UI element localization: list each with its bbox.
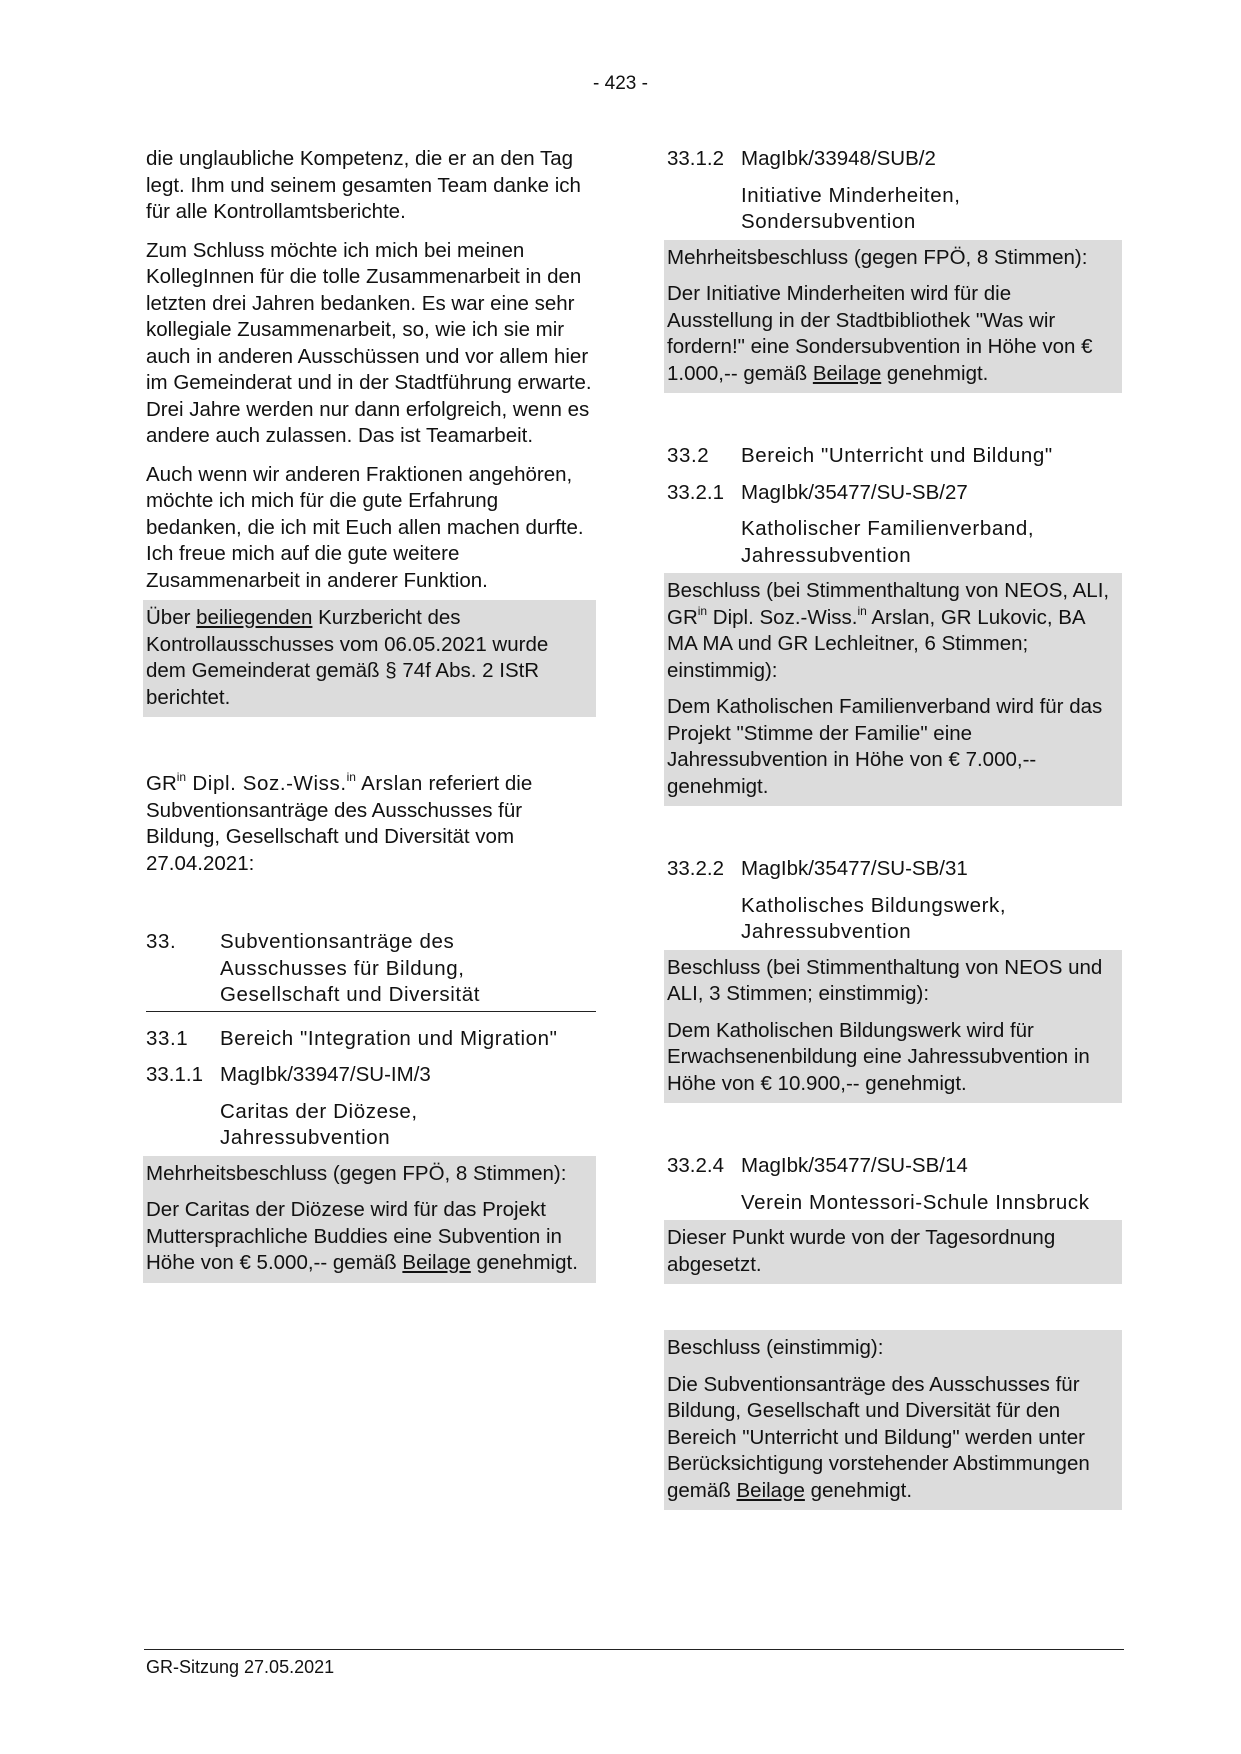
resolution-vote: Beschluss (einstimmig): bbox=[667, 1336, 884, 1359]
section-heading-33-1: 33.1 Bereich "Integration und Migration" bbox=[146, 1026, 558, 1050]
attachment-link[interactable]: Beilage bbox=[402, 1251, 471, 1274]
attachment-link[interactable]: Beilage bbox=[736, 1478, 805, 1502]
item-heading-33-1-2: 33.1.2 MagIbk/33948/SUB/2 bbox=[667, 147, 936, 170]
footer-divider bbox=[144, 1649, 1124, 1650]
item-title: Caritas der Diözese, Jahressubvention bbox=[220, 1099, 418, 1149]
resolution-text: Der Initiative Minderheiten wird für die Ausstellung in der Stadtbibliothek "Was wir fordern!" eine Sondersubvention in Höhe von € 1.000,-- gemäß Beilage genehmigt. bbox=[667, 282, 1093, 385]
resolution-box bbox=[664, 950, 1122, 1104]
resolution-box bbox=[664, 240, 1122, 394]
resolution-box bbox=[664, 1330, 1122, 1510]
paragraph: die unglaubliche Kompetenz, die er an den Tag legt. Ihm und seinem gesamten Team danke ich für alle Kontrollamtsberichte. bbox=[146, 147, 581, 223]
resolution-box bbox=[664, 573, 1122, 806]
right-column bbox=[667, 146, 1122, 1510]
paragraph: Zum Schluss möchte ich mich bei meinen KollegInnen für die tolle Zusammenarbeit in den letzten drei Jahren bedanken. Es war eine sehr kollegiale Zusammenarbeit, so, wie ich sie mir auch in anderen Ausschüssen und vor allem hier im Gemeinderat und in der Stadtführung erwarte. Drei Jahre werden nur dann erfolgreich, wenn es andere auch zulassen. Das ist Teamarbeit. bbox=[146, 238, 592, 447]
resolution-text: Der Caritas der Diözese wird für das Projekt Muttersprachliche Buddies eine Subvention in Höhe von € 5.000,-- gemäß Beilage genehmigt. bbox=[146, 1198, 578, 1274]
referent-paragraph: $GR^{in}$ Dipl. Soz.-Wiss.$^{in}$ Arslan referiert die Subventionsanträge des Ausschusses für Bildung, Gesellschaft und Diversität vom 27.04.2021: bbox=[146, 770, 533, 875]
left-column bbox=[146, 146, 596, 1283]
item-title: Initiative Minderheiten, Sondersubvention bbox=[741, 183, 961, 233]
report-text: Über beiliegenden Kurzbericht des Kontrollausschusses vom 06.05.2021 wurde dem Gemeinderat gemäß § 74f Abs. 2 IStR berichtet. bbox=[146, 606, 549, 709]
footer: GR-Sitzung 27.05.2021 bbox=[146, 1657, 335, 1677]
item-title: Katholischer Familienverband, Jahressubvention bbox=[741, 517, 1035, 567]
item-heading-33-2-1: 33.2.1 MagIbk/35477/SU-SB/27 bbox=[667, 480, 968, 504]
attachment-link[interactable]: Beilage bbox=[812, 361, 882, 385]
resolution-vote: Mehrheitsbeschluss (gegen FPÖ, 8 Stimmen): bbox=[667, 245, 1088, 269]
item-title: Verein Montessori-Schule Innsbruck bbox=[741, 1190, 1090, 1214]
item-heading-33-1-1: 33.1.1 MagIbk/33947/SU-IM/3 bbox=[146, 1063, 431, 1086]
paragraph: Auch wenn wir anderen Fraktionen angehören, möchte ich mich für die gute Erfahrung bedanken, die ich mit Euch allen machen durfte. Ich freue mich auf die gute weitere Zusammenarbeit in anderer Funktion. bbox=[146, 462, 584, 592]
resolution-text: Dem Katholischen Bildungswerk wird für Erwachsenenbildung eine Jahressubvention in Höhe von € 10.900,-- genehmigt. bbox=[667, 1018, 1090, 1095]
resolution-text: Dem Katholischen Familienverband wird für das Projekt "Stimme der Familie" eine Jahressubvention in Höhe von € 7.000,-- genehmigt. bbox=[667, 695, 1103, 798]
section-heading-33-2: 33.2 Bereich "Unterricht und Bildung" bbox=[667, 444, 1053, 467]
resolution-box bbox=[143, 1156, 596, 1283]
notice-box bbox=[664, 1220, 1122, 1284]
attachment-link[interactable]: beiliegenden bbox=[196, 606, 313, 629]
resolution-text: Die Subventionsanträge des Ausschusses für Bildung, Gesellschaft und Diversität für den Bereich "Unterricht und Bildung" werden unter Berücksichtigung vorstehender Abstimmungen gemäß Beilage genehmigt. bbox=[667, 1372, 1090, 1502]
section-heading-33: 33. Subventionsanträge des Ausschusses für Bildung, Gesellschaft und Diversität bbox=[146, 929, 596, 1012]
report-box bbox=[143, 600, 596, 717]
resolution-vote: Mehrheitsbeschluss (gegen FPÖ, 8 Stimmen): bbox=[146, 1161, 567, 1185]
item-heading-33-2-4: 33.2.4 MagIbk/35477/SU-SB/14 bbox=[667, 1154, 968, 1177]
item-heading-33-2-2: 33.2.2 MagIbk/35477/SU-SB/31 bbox=[667, 857, 968, 880]
resolution-vote: Beschluss (bei Stimmenthaltung von NEOS und ALI, 3 Stimmen; einstimmig): bbox=[667, 955, 1103, 1005]
notice-text: Dieser Punkt wurde von der Tagesordnung abgesetzt. bbox=[667, 1226, 1056, 1276]
item-title: Katholisches Bildungswerk, Jahressubvention bbox=[741, 893, 1007, 943]
page-number: - 423 - bbox=[593, 73, 648, 94]
resolution-vote: Beschluss (bei Stimmenthaltung von NEOS, ALI, $GR^{in}$ Dipl. Soz.-Wiss.$^{in}$ Arslan, GR Lukovic, BA MA MA und GR Lechleitner, 6 Stimmen; einstimmig): bbox=[667, 579, 1110, 682]
